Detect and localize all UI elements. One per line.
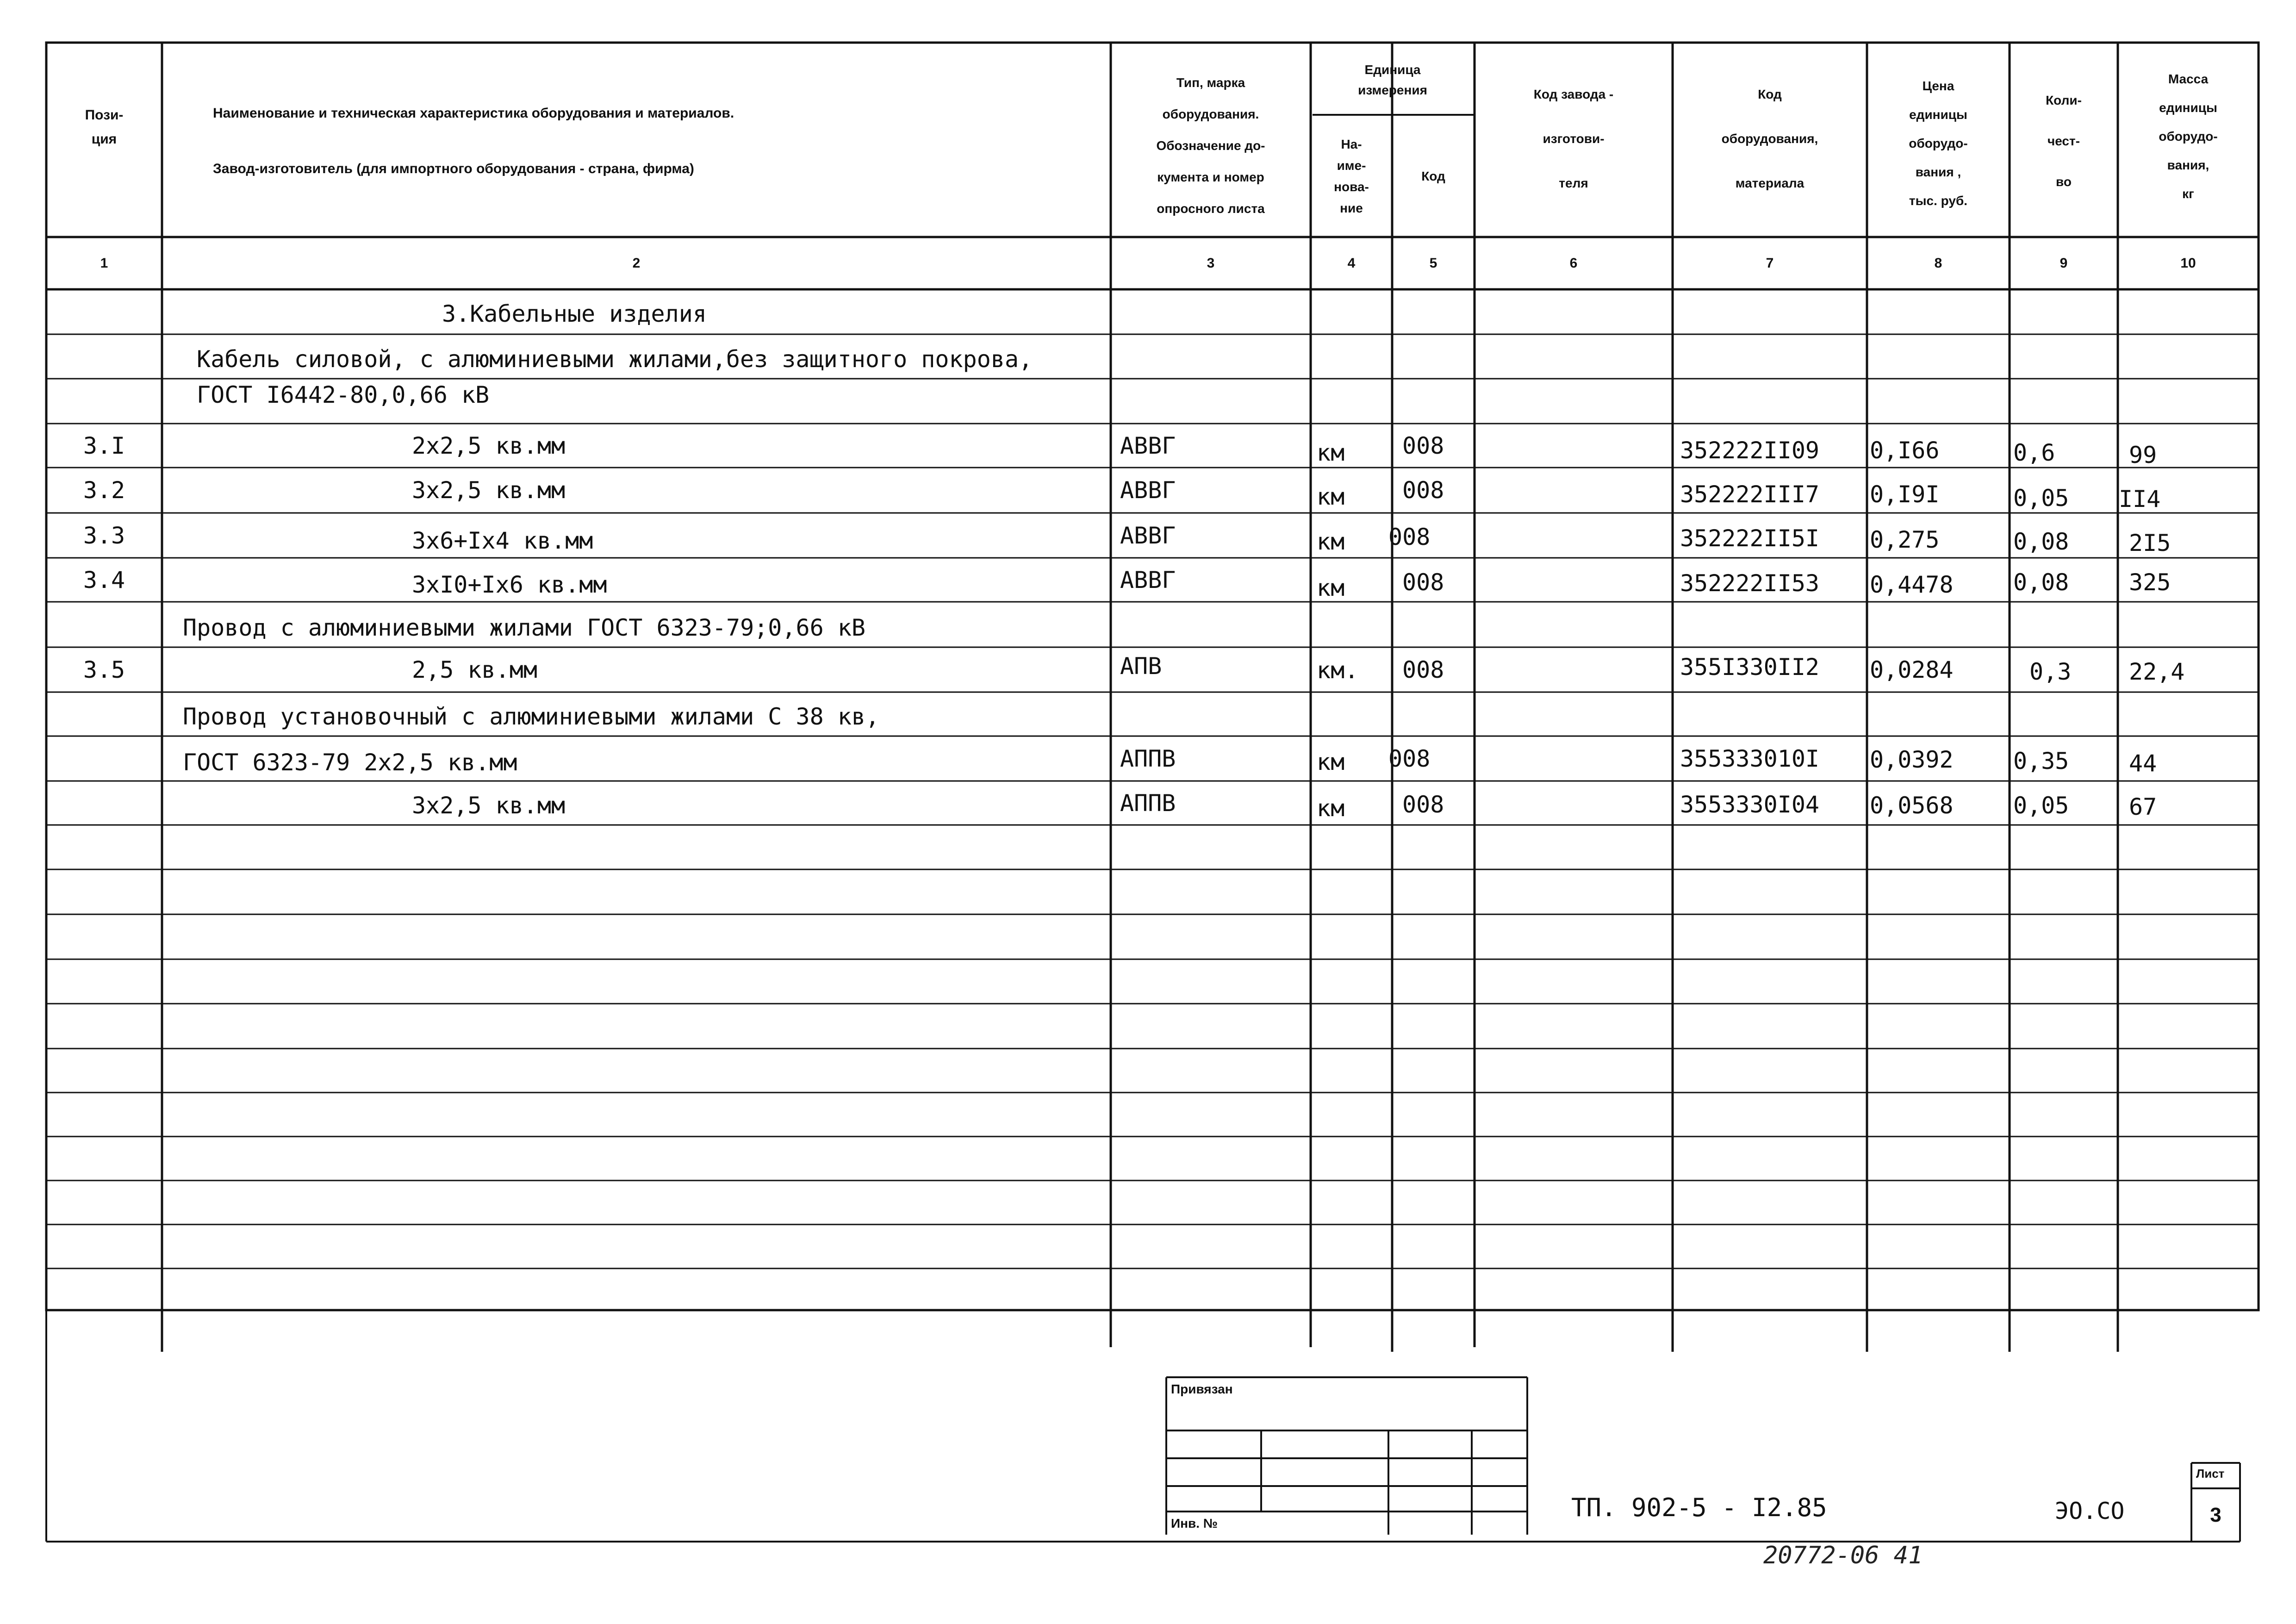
item-type: АВВГ: [1120, 522, 1176, 549]
header-text: Код: [1758, 87, 1782, 101]
item-material-code: 3553330I04: [1680, 791, 1820, 818]
item-price: 0,I66: [1870, 437, 1940, 464]
item-name: 3хI0+Iх6 кв.мм: [412, 571, 607, 598]
item-material-code: 352222III7: [1680, 481, 1820, 508]
item-position: 3.4: [83, 566, 125, 593]
item-quantity: 0,05: [2013, 792, 2069, 819]
header-text: единицы: [1909, 107, 1967, 122]
header-type: [1111, 60, 1311, 231]
item-unit-code: 008: [1402, 568, 1444, 596]
group-heading: Кабель силовой, с алюминиевыми жилами,без защитного покрова,: [197, 345, 1033, 373]
header-text: во: [2056, 175, 2072, 189]
header-unit-group: [1311, 46, 1475, 113]
item-name: 2,5 кв.мм: [412, 656, 537, 683]
header-text: кумента и номер: [1157, 170, 1264, 184]
item-name: 3х2,5 кв.мм: [412, 477, 566, 504]
header-text: тыс. руб.: [1909, 194, 1968, 208]
column-number: 8: [1934, 255, 1942, 271]
sheet-label: Лист: [2196, 1467, 2225, 1480]
section-code: ЭО.СО: [2055, 1498, 2125, 1524]
item-price: 0,0568: [1870, 792, 1954, 819]
item-material-code: 355333010I: [1680, 745, 1820, 772]
header-text: теля: [1559, 176, 1588, 190]
item-position: 3.2: [83, 477, 125, 504]
item-type: АВВГ: [1120, 432, 1176, 459]
header-text: нова-: [1334, 180, 1369, 194]
header-text: Наименование и техническая характеристика оборудования и материалов.: [213, 106, 734, 121]
item-type: АПВ: [1120, 652, 1162, 680]
item-material-code: 352222II5I: [1680, 525, 1820, 552]
item-quantity: 0,08: [2013, 528, 2069, 555]
item-price: 0,0392: [1870, 746, 1954, 773]
item-unit: км.: [1317, 656, 1359, 684]
section-title: 3.Кабельные изделия: [442, 300, 707, 327]
item-name: ГОСТ 6323-79 2х2,5 кв.мм: [183, 749, 517, 776]
header-text: Завод-изготовитель (для импортного оборудования - страна, фирма): [213, 161, 694, 176]
header-text: кг: [2182, 187, 2194, 201]
header-name: [213, 86, 1092, 178]
column-number: 7: [1766, 255, 1774, 271]
header-price: [1867, 65, 2010, 222]
item-unit: км: [1317, 483, 1345, 510]
item-mass: II4: [2119, 485, 2161, 512]
header-text: оборудо-: [2159, 129, 2218, 144]
stamp-inv-label: Инв. №: [1171, 1516, 1218, 1530]
item-price: 0,0284: [1870, 656, 1954, 683]
header-text: Масса: [2168, 72, 2209, 86]
column-number: 10: [2180, 255, 2196, 271]
item-unit: км: [1317, 439, 1345, 466]
item-type: АППВ: [1120, 745, 1176, 772]
group-heading: Провод установочный с алюминиевыми жилами С 38 кв,: [183, 703, 880, 730]
item-unit: км: [1317, 528, 1345, 555]
item-unit: км: [1317, 574, 1345, 601]
item-quantity: 0,08: [2013, 568, 2069, 596]
header-text: оборудования,: [1721, 131, 1818, 146]
item-mass: 22,4: [2129, 658, 2185, 685]
header-factory-code: [1475, 69, 1673, 208]
header-text: опросного листа: [1157, 201, 1265, 216]
header-text: име-: [1337, 158, 1366, 173]
header-text: Обозначение до-: [1156, 138, 1265, 153]
header-text: Единица: [1364, 62, 1421, 77]
item-mass: 2I5: [2129, 529, 2171, 556]
header-text: оборудования.: [1162, 107, 1259, 121]
header-unit-code: Код: [1421, 169, 1445, 183]
header-text: Тип, марка: [1176, 75, 1245, 90]
header-text: На-: [1341, 137, 1362, 151]
header-text: ция: [91, 131, 117, 147]
item-unit: км: [1317, 794, 1345, 822]
header-text: единицы: [2159, 100, 2217, 115]
header-text: чест-: [2047, 134, 2080, 148]
item-name: 3х6+Iх4 кв.мм: [412, 527, 593, 554]
header-quantity: [2010, 74, 2118, 208]
item-price: 0,4478: [1870, 571, 1954, 598]
item-quantity: 0,6: [2013, 439, 2055, 466]
column-number: 1: [100, 255, 108, 271]
item-position: [46, 781, 162, 825]
header-mass: [2118, 56, 2259, 218]
group-heading: ГОСТ I6442-80,0,66 кВ: [197, 381, 490, 408]
column-number: 5: [1429, 255, 1437, 271]
item-unit-code: 008: [1402, 432, 1444, 459]
header-text: материала: [1735, 176, 1804, 190]
header-text: вания ,: [1915, 165, 1961, 179]
item-type: АВВГ: [1120, 566, 1176, 593]
column-number: 6: [1569, 255, 1578, 271]
item-mass: 67: [2129, 793, 2157, 820]
column-number: 2: [632, 255, 641, 271]
column-number: 4: [1347, 255, 1356, 271]
header-material-code: [1673, 69, 1867, 208]
header-text: измерения: [1358, 82, 1427, 97]
item-unit-code: 008: [1388, 745, 1431, 772]
sheet-number: 3: [2210, 1503, 2221, 1526]
header-text: изготови-: [1543, 131, 1605, 146]
item-mass: 99: [2129, 441, 2157, 468]
item-type: АВВГ: [1120, 477, 1176, 504]
header-text: Пози-: [85, 107, 124, 123]
header-text: вания,: [2167, 158, 2209, 172]
group-heading: Провод с алюминиевыми жилами ГОСТ 6323-79;0,66 кВ: [183, 614, 866, 641]
item-unit-code: 008: [1388, 523, 1431, 550]
item-quantity: 0,35: [2013, 747, 2069, 775]
document-code: ТП. 902-5 - I2.85: [1571, 1493, 1827, 1522]
item-price: 0,275: [1870, 526, 1940, 553]
item-position: 3.3: [83, 522, 125, 549]
archive-number: 20772-06 41: [1763, 1542, 1923, 1569]
header-text: ние: [1340, 201, 1363, 215]
item-material-code: 352222II09: [1680, 437, 1820, 464]
item-quantity: 0,05: [2013, 484, 2069, 512]
item-name: 3х2,5 кв.мм: [412, 792, 566, 819]
header-position: [46, 93, 162, 162]
item-position: 3.I: [83, 432, 125, 459]
item-mass: 325: [2129, 568, 2171, 596]
column-number: 3: [1207, 255, 1215, 271]
header-text: Коли-: [2046, 93, 2082, 107]
header-text: Код завода -: [1533, 87, 1614, 101]
item-material-code: 355I330II2: [1680, 653, 1820, 681]
item-unit-code: 008: [1402, 656, 1444, 683]
item-unit-code: 008: [1402, 791, 1444, 818]
stamp-linked-label: Привязан: [1171, 1382, 1233, 1396]
item-name: 2х2,5 кв.мм: [412, 432, 566, 459]
column-number: 9: [2060, 255, 2068, 271]
item-price: 0,I9I: [1870, 481, 1940, 508]
item-unit: км: [1317, 748, 1345, 775]
item-position: [46, 736, 162, 781]
item-unit-code: 008: [1402, 477, 1444, 504]
item-position: 3.5: [83, 656, 125, 683]
item-type: АППВ: [1120, 789, 1176, 817]
header-text: оборудо-: [1909, 136, 1968, 150]
header-text: Цена: [1922, 79, 1954, 93]
item-quantity: 0,3: [2029, 658, 2072, 685]
item-material-code: 352222II53: [1680, 569, 1820, 597]
header-unit-name: [1311, 117, 1392, 236]
item-mass: 44: [2129, 750, 2157, 777]
